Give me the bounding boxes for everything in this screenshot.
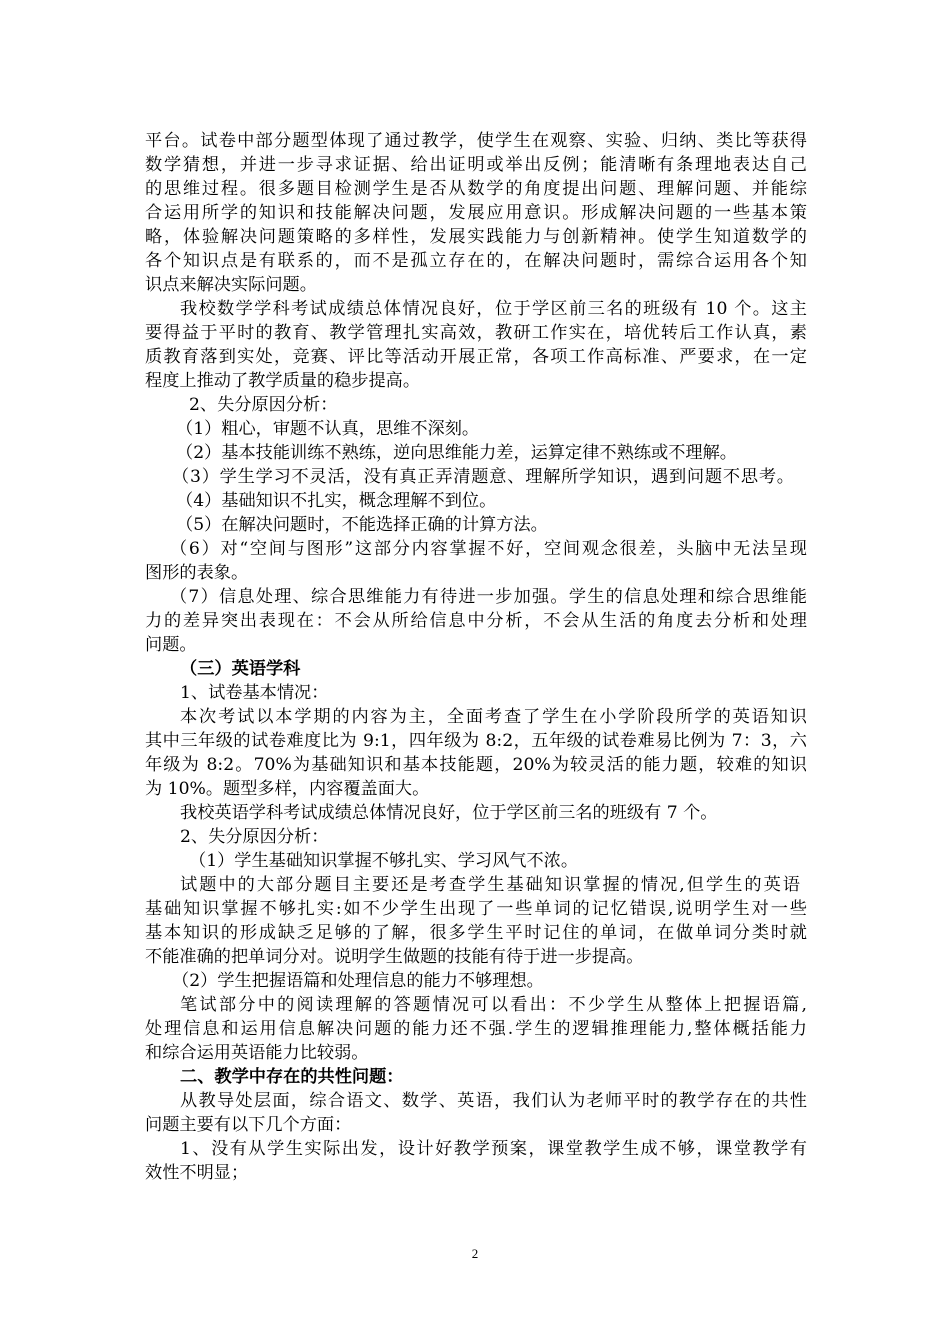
text-line: 基础知识掌握不够扎实:如不少学生出现了一些单词的记忆错误,说明学生对一些 [145, 899, 807, 919]
list-item: （4）基础知识不扎实，概念理解不到位。 [176, 491, 497, 511]
paragraph-start-line: 我校数学学科考试成绩总体情况良好，位于学区前三名的班级有 10 个。这主 [180, 299, 807, 319]
list-item: （5）在解决问题时，不能选择正确的计算方法。 [176, 515, 548, 535]
text-line: 合运用所学的知识和技能解决问题，发展应用意识。形成解决问题的一些基本策 [145, 203, 807, 223]
text-line: 不能准确的把单词分对。说明学生做题的技能有待于进一步提高。 [145, 947, 644, 967]
text-line: 年级为 8:2。70%为基础知识和基本技能题，20%为较灵活的能力题，较难的知识 [145, 755, 807, 775]
paragraph-start-line: 本次考试以本学期的内容为主，全面考查了学生在小学阶段所学的英语知识 [180, 707, 807, 727]
subsection-heading: 2、失分原因分析： [180, 827, 329, 847]
text-line: 力的差异突出表现在：不会从所给信息中分析，不会从生活的角度去分析和处理 [145, 611, 807, 631]
page-number: 2 [471, 1246, 479, 1261]
list-item: （2）基本技能训练不熟练，逆向思维能力差，运算定律不熟练或不理解。 [176, 443, 737, 463]
list-item: （2）学生把握语篇和处理信息的能力不够理想。 [172, 971, 544, 991]
section-heading: （三）英语学科 [180, 659, 301, 679]
text-line: 其中三年级的试卷难度比为 9:1，四年级为 8:2，五年级的试卷难易比例为 7：3，六 [145, 731, 807, 751]
list-item: （6）对“空间与图形”这部分内容掌握不好，空间观念很差，头脑中无法呈现 [170, 539, 807, 559]
text-line: 数学猜想，并进一步寻求证据、给出证明或举出反例；能清晰有条理地表达自己 [145, 155, 807, 175]
text-line: 的思维过程。很多题目检测学生是否从数学的角度提出问题、理解问题、并能综 [145, 179, 807, 199]
text-line: 各个知识点是有联系的，而不是孤立存在的，在解决问题时，需综合运用各个知 [145, 251, 807, 271]
section-heading: 二、教学中存在的共性问题： [180, 1067, 404, 1087]
paragraph-start-line: 试题中的大部分题目主要还是考查学生基础知识掌握的情况,但学生的英语 [180, 875, 800, 895]
subsection-heading: 1、试卷基本情况： [180, 683, 329, 703]
paragraph-line: 我校英语学科考试成绩总体情况良好，位于学区前三名的班级有 7 个。 [180, 803, 718, 823]
text-line: 图形的表象。 [145, 563, 249, 583]
text-line: 为 10%。题型多样，内容覆盖面大。 [145, 779, 430, 799]
list-item: （7）信息处理、综合思维能力有待进一步加强。学生的信息处理和综合思维能 [170, 587, 807, 607]
text-line: 平台。试卷中部分题型体现了通过教学，使学生在观察、实验、归纳、类比等获得 [145, 131, 807, 151]
text-line: 要得益于平时的教育、教学管理扎实高效，教研工作实在，培优转后工作认真，素 [145, 323, 807, 343]
paragraph-start-line: 笔试部分中的阅读理解的答题情况可以看出：不少学生从整体上把握语篇, [180, 995, 807, 1015]
list-item: （3）学生学习不灵活，没有真正弄清题意、理解所学知识，遇到问题不思考。 [172, 467, 794, 487]
text-line: 基本知识的形成缺乏足够的了解，很多学生平时记住的单词，在做单词分类时就 [145, 923, 807, 943]
list-item: （1）粗心，审题不认真，思维不深刻。 [176, 419, 480, 439]
list-item: （1）学生基础知识掌握不够扎实、学习风气不浓。 [189, 851, 579, 871]
text-line: 程度上推动了教学质量的稳步提高。 [145, 371, 421, 391]
text-line: 和综合运用英语能力比较弱。 [145, 1043, 369, 1063]
text-line: 识点来解决实际问题。 [145, 275, 317, 295]
paragraph-start-line: 从教导处层面，综合语文、数学、英语，我们认为老师平时的教学存在的共性 [180, 1091, 807, 1111]
text-line: 问题主要有以下几个方面： [145, 1115, 352, 1135]
section-heading: 2、失分原因分析： [189, 395, 338, 415]
paragraph-start-line: 1、没有从学生实际出发，设计好教学预案，课堂教学生成不够，课堂教学有 [180, 1139, 807, 1159]
text-line: 处理信息和运用信息解决问题的能力还不强.学生的逻辑推理能力,整体概括能力 [145, 1019, 807, 1039]
text-line: 效性不明显； [145, 1163, 249, 1183]
text-line: 略，体验解决问题策略的多样性，发展实践能力与创新精神。使学生知道数学的 [145, 227, 807, 247]
text-line: 问题。 [145, 635, 197, 655]
text-line: 质教育落到实处，竞赛、评比等活动开展正常，各项工作高标准、严要求，在一定 [145, 347, 807, 367]
